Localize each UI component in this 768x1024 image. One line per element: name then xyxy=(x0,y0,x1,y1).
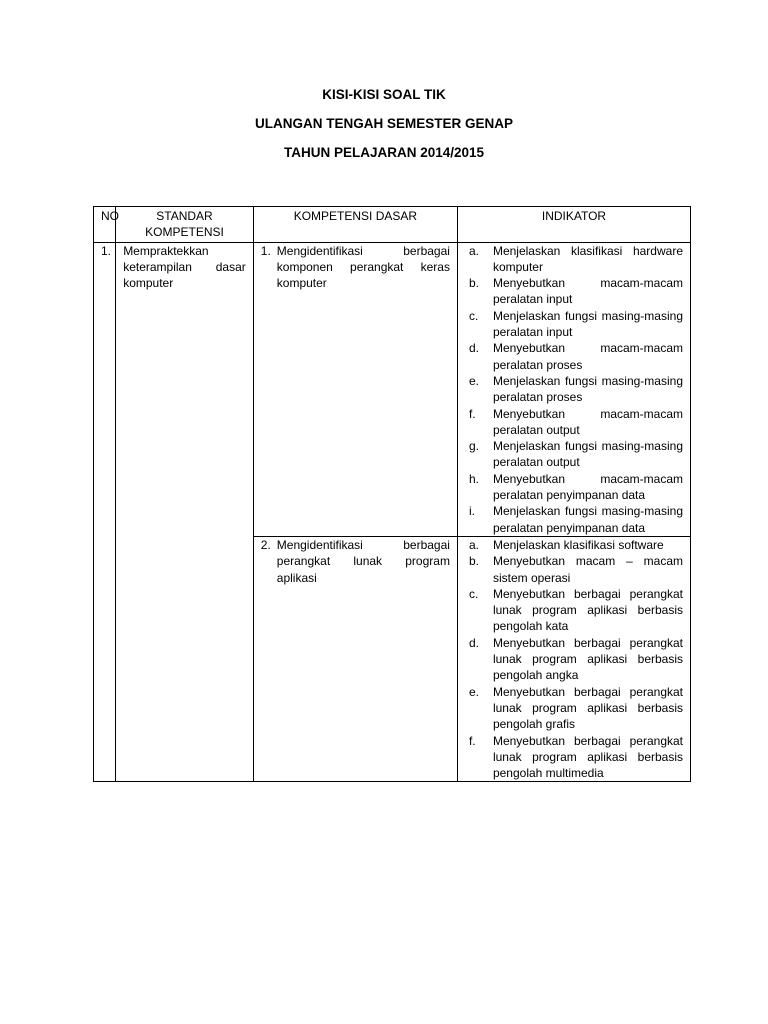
indikator-text: Menjelaskan fungsi masing-masing peralatan penyimpanan data xyxy=(492,504,683,535)
header-standar-kompetensi: STANDAR KOMPETENSI xyxy=(116,207,254,243)
header-no: NO xyxy=(94,207,116,243)
kompetensi-dasar-cell xyxy=(253,242,457,536)
header-kompetensi-dasar: KOMPETENSI DASAR xyxy=(253,207,457,243)
standar-kompetensi-cell: Mempraktekkan keterampilan dasar komputer xyxy=(116,242,254,782)
indikator-letter: a. xyxy=(468,537,479,552)
row-number: 1. xyxy=(94,242,116,782)
indikator-item xyxy=(465,308,683,341)
indikator-letter: c. xyxy=(468,308,479,323)
indikator-letter: a. xyxy=(468,243,479,258)
document-header xyxy=(0,86,768,173)
indikator-cell xyxy=(457,536,690,781)
kisi-kisi-table xyxy=(93,206,691,782)
indikator-item xyxy=(465,684,683,733)
indikator-item xyxy=(465,635,683,684)
indikator-text: Menjelaskan fungsi masing-masing peralatan input xyxy=(492,308,683,340)
indikator-letter: b. xyxy=(468,554,479,569)
kompetensi-dasar-cell xyxy=(253,536,457,781)
indikator-letter: h. xyxy=(468,471,479,486)
kompetensi-dasar-item xyxy=(261,243,450,292)
indikator-text: Menjelaskan klasifikasi software xyxy=(492,537,664,552)
indikator-text: Menjelaskan fungsi masing-masing peralatan output xyxy=(492,439,683,470)
indikator-text: Menyebutkan macam-macam peralatan input xyxy=(492,276,683,307)
indikator-text: Menyebutkan macam-macam peralatan output xyxy=(492,406,683,437)
document-subtitle: ULANGAN TENGAH SEMESTER GENAP xyxy=(254,116,514,131)
indikator-letter: f. xyxy=(468,733,476,748)
document-title: KISI-KISI SOAL TIK xyxy=(322,87,446,102)
indikator-text: Menjelaskan fungsi masing-masing peralatan proses xyxy=(492,373,683,405)
indikator-text: Menyebutkan macam-macam peralatan proses xyxy=(492,341,683,372)
indikator-letter: e. xyxy=(468,684,479,699)
indikator-letter: g. xyxy=(468,439,479,454)
indikator-text: Menyebutkan macam – macam sistem operasi xyxy=(492,554,683,585)
indikator-text: Menyebutkan berbagai perangkat lunak program aplikasi berbasis pengolah grafis xyxy=(492,684,683,732)
indikator-item xyxy=(465,275,683,308)
indikator-item xyxy=(465,586,683,635)
indikator-cell xyxy=(457,242,690,536)
indikator-item xyxy=(465,243,683,276)
indikator-letter: e. xyxy=(468,373,479,388)
indikator-list xyxy=(465,243,683,536)
indikator-list xyxy=(465,537,683,781)
indikator-item xyxy=(465,553,683,586)
indikator-item xyxy=(465,733,683,782)
kompetensi-dasar-text: Mengidentifikasi berbagai perangkat lunak program aplikasi xyxy=(276,537,450,585)
indikator-letter: i. xyxy=(468,504,475,519)
indikator-letter: d. xyxy=(468,635,479,650)
kompetensi-dasar-number: 1. xyxy=(260,243,271,258)
table-header-row xyxy=(94,207,691,243)
kompetensi-dasar-text: Mengidentifikasi berbagai komponen perangkat keras komputer xyxy=(276,243,450,291)
indikator-item xyxy=(465,438,683,471)
indikator-item xyxy=(465,373,683,406)
kompetensi-dasar-number: 2. xyxy=(260,537,271,552)
document-year: TAHUN PELAJARAN 2014/2015 xyxy=(283,145,485,160)
table-row xyxy=(94,242,691,536)
kompetensi-dasar-item xyxy=(261,537,450,586)
indikator-letter: d. xyxy=(468,341,479,356)
indikator-item xyxy=(465,471,683,504)
indikator-text: Menyebutkan berbagai perangkat lunak program aplikasi berbasis pengolah multimedia xyxy=(492,733,683,781)
indikator-text: Menyebutkan berbagai perangkat lunak program aplikasi berbasis pengolah angka xyxy=(492,635,683,683)
header-indikator: INDIKATOR xyxy=(457,207,690,243)
indikator-text: Menyebutkan macam-macam peralatan penyimpanan data xyxy=(492,471,683,503)
indikator-item xyxy=(465,406,683,439)
indikator-item xyxy=(465,340,683,373)
indikator-letter: f. xyxy=(468,406,476,421)
indikator-text: Menjelaskan klasifikasi hardware komputer xyxy=(492,243,683,274)
indikator-item xyxy=(465,537,683,553)
indikator-letter: c. xyxy=(468,586,479,601)
indikator-text: Menyebutkan berbagai perangkat lunak program aplikasi berbasis pengolah kata xyxy=(492,586,683,634)
indikator-letter: b. xyxy=(468,276,479,291)
indikator-item xyxy=(465,503,683,536)
